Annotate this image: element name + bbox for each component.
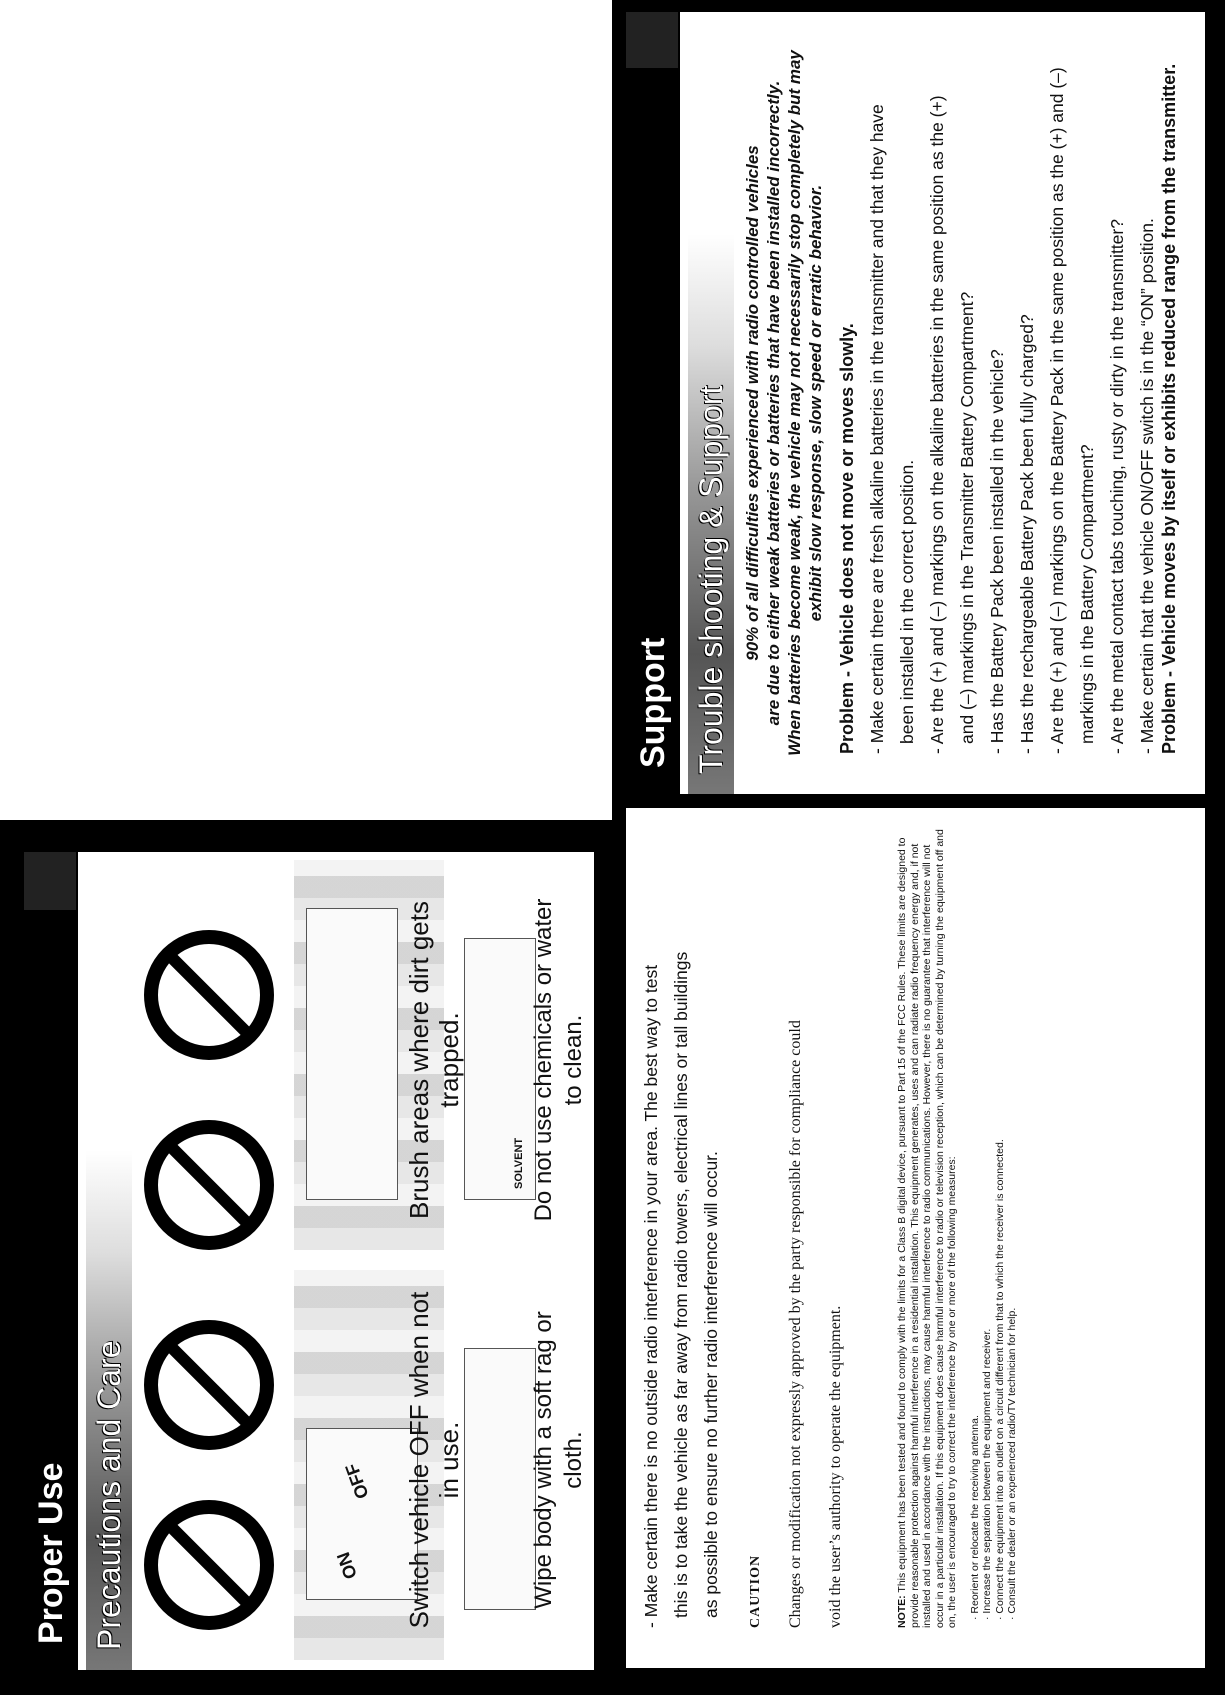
no-puddle-icon — [144, 930, 274, 1060]
fcc-measures: · Reorient or relocate the receiving antenna. · Increase the separation between the equipment and receiver. · Connect the equipment into an outlet on a circuit different from that to which the receiver is connected. · Consult the dealer or an experienced radio/TV technician for help. — [969, 828, 1019, 1620]
problem-2-heading: Problem - Vehicle moves by itself or exhibits reduced range from the transmitter. — [1159, 63, 1179, 754]
left-page — [24, 852, 594, 1670]
problem-2-lines: - Make certain there is no outside radio interference in your area. The best way to test this is to take the vehicle as far away from radio towers, electrical lines or tall buildings as possible to ensure no further radio interference will occur. — [641, 951, 721, 1628]
page-tab — [626, 12, 678, 68]
no-sand-icon — [144, 1320, 274, 1450]
no-rain-icon — [144, 1120, 274, 1250]
problem-1: Problem - Vehicle does not move or moves slowly. - Make certain there are fresh alkaline batteries in the transmitter and that they have been installed in the correct position. - Are the (+) and (–) markings on the alkaline batteries in the same position as the (+) and (–) markings in the Transmitter Battery Compartment? - Has the Battery Pack been installed in the vehicle? - Has the rechargeable Battery Pack been fully charged? - Are the (+) and (–) markings on the Battery Pack in the same position as the (+) and (–) markings in the Battery Compartment? - Are the metal contact tabs touching, rusty or dirty in the transmitter? - Make certain that the vehicle ON/OFF switch is in the “ON” position. — [832, 14, 1162, 754]
fcc-notice — [896, 828, 1019, 1628]
intro-text: 90% of all difficulties experienced with radio controlled vehicles are due to either weak batteries or batteries that have been installed incorrectly. When batteries become weak, the vehicle may not necessarily stop completely but may exhibit slow response, slow speed or erratic behavior. — [743, 50, 825, 756]
page-tab-left — [24, 852, 76, 910]
problem-1-heading: Problem - Vehicle does not move or moves slowly. — [837, 323, 857, 754]
right-page-frame-lower — [612, 808, 1225, 1695]
support-title: Support — [626, 12, 680, 794]
troubleshooting-subtitle: Trouble shooting & Support — [688, 234, 734, 794]
switch-icon: ON OFF — [306, 1428, 418, 1600]
right-page-lower-sheet — [626, 808, 1205, 1668]
right-bottom-bar — [612, 1673, 1225, 1695]
right-page-frame — [612, 0, 1225, 808]
proper-use-title: Proper Use — [24, 852, 78, 1670]
left-page-frame — [0, 820, 612, 1695]
caution-block: CAUTION Changes or modification not expressly approved by the party responsible for compliance could void the user’s authority to operate the equipment. — [736, 808, 856, 1628]
caption-no-chemicals: Do not use chemicals or water to clean. — [530, 898, 587, 1222]
no-wall-crash-icon — [144, 1500, 274, 1630]
caption-brush: Brush areas where dirt gets trapped. — [404, 901, 464, 1219]
problem-2 — [1154, 14, 1184, 754]
brush-icon — [306, 908, 398, 1200]
right-page — [626, 12, 1205, 794]
fcc-note-text: This equipment has been tested and found to comply with the limits for a Class B digital device, pursuant to Part 15 of the FCC Rules. These limits are designed to provide reasonable protection against harmful interference in a residential installation. This equipment generates, uses and can radiate radio frequency energy and, if not installed and used in accordance with the instructions, may cause harmful interference to radio communications. However, there is no guarantee that interference will not occur in a particular installation. If this equipment does cause harmful interference to radio or television reception, which can be determined by turning the equipment off and on, the user is encouraged to try to correct the interference by one or more of the following measures: — [896, 829, 958, 1628]
precautions-subtitle: Precautions and Care — [86, 1150, 132, 1670]
caption-switch-off: Switch vehicle OFF when not in use. — [404, 1291, 464, 1629]
solvent-icon: SOLVENT — [464, 938, 536, 1200]
rag-icon — [464, 1348, 536, 1610]
left-bottom-bar — [0, 1673, 612, 1695]
caution-heading: CAUTION — [748, 1554, 763, 1628]
caption-wipe: Wipe body with a soft rag or cloth. — [530, 1311, 587, 1609]
fcc-note-label: NOTE: — [896, 1595, 908, 1628]
